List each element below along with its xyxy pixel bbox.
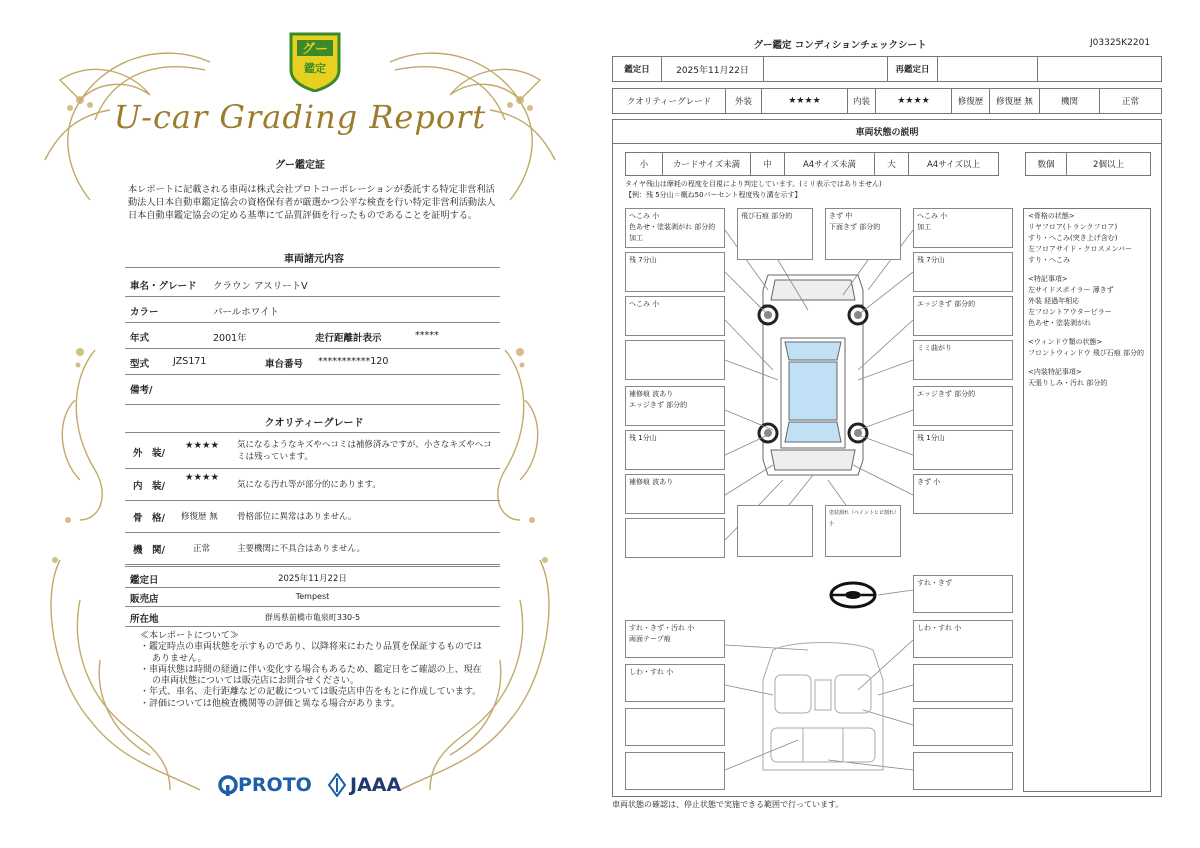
damage-note-interior-1: すれ・きず・汚れ 小 両面テープ痕 [625, 620, 725, 658]
proto-logo-text: PROTO [238, 774, 312, 796]
damage-note-front-bumper: きず 中 下面きず 部分的 [825, 208, 901, 260]
svg-text:グー: グー [301, 42, 329, 57]
spec-chassis-value: ***********120 [318, 356, 389, 367]
repair-value: 修復歴 無 [989, 89, 1039, 113]
size-mid: 中 [750, 153, 784, 175]
note-item: ・鑑定時点の車両状態を示すものであり、以降将来にわたり品質を保証するものではありません。 [140, 642, 483, 664]
tire-note: タイヤ残山は摩耗の程度を目視により判定しています。(ミリ表示ではありません) [625, 180, 882, 188]
special-item: 左サイドスポイラー 薄きず [1028, 286, 1114, 294]
damage-note-rear-bumper: 塗装割れ（ペイントヒビ割れ）小 [825, 505, 901, 557]
appraisal-date-value: 2025年11月22日 [278, 574, 347, 584]
interior-item: 天張りしみ・汚れ 部分的 [1028, 379, 1108, 387]
spec-year-label: 年式 [130, 333, 150, 344]
jaaa-logo-text: JAAA [350, 774, 402, 796]
frame-heading: <骨格の状態> [1028, 212, 1075, 220]
dealer-value: Tempest [295, 592, 330, 601]
quality-engine-label: 機 関/ [133, 545, 165, 556]
car-interior-diagram [753, 640, 893, 780]
grade-label: クオリティーグレード [626, 97, 712, 107]
certificate-subtitle: グー鑑定証 [275, 160, 325, 171]
window-item: フロントウィンドウ 飛び石痕 部分的 [1028, 349, 1145, 357]
engine-value: 正常 [1099, 89, 1161, 113]
spec-mileage-label: 走行距離計表示 [315, 333, 382, 344]
sheet-footer: 車両状態の確認は、停止状態で実施できる範囲で行っています。 [612, 800, 844, 809]
spec-section-title: 車両諸元内容 [284, 254, 344, 265]
svg-text:鑑定: 鑑定 [304, 62, 326, 75]
quality-interior-stars: ★★★★ [185, 472, 220, 483]
damage-note-left-front: へこみ 小 色あせ・塗装剥がれ 部分的 加工 [625, 208, 725, 248]
quality-frame-label: 骨 格/ [133, 513, 165, 524]
damage-note-interior-7 [913, 708, 1013, 746]
spec-chassis-label: 車台番号 [265, 359, 304, 370]
damage-note-left-mid [625, 340, 725, 380]
int-label: 内装 [847, 89, 875, 113]
damage-note-steering: すれ・きず [913, 575, 1013, 613]
quality-row-interior [125, 468, 500, 501]
spec-name-label: 車名・グレード [130, 281, 197, 292]
vehicle-state-panel [612, 119, 1162, 797]
date-value: 2025年11月22日 [661, 57, 763, 81]
ext-label: 外装 [725, 89, 761, 113]
special-heading: <特記事項> [1028, 275, 1068, 283]
goo-kantei-emblem [287, 30, 343, 92]
frame-item: すり・へこみ [1028, 256, 1070, 264]
tire-note-right-rear: 残 1分山 [913, 430, 1013, 470]
spec-name-value: クラウン アスリートV [213, 281, 308, 292]
quality-row-frame [125, 500, 500, 533]
condition-check-sheet [612, 0, 1172, 848]
spec-row-name [125, 270, 500, 297]
damage-note-left-rear-door: 補修痕 波あり エッジきず 部分的 [625, 386, 725, 426]
address-value: 群馬県前橋市亀泉町330-5 [264, 613, 361, 622]
quality-section-title: クオリティーグレード [264, 418, 364, 429]
address-row [125, 606, 500, 627]
divider [125, 432, 500, 433]
blank-cell [763, 57, 887, 81]
quality-row-engine [125, 532, 500, 565]
damage-note-left-bottom [625, 518, 725, 558]
damage-note-interior-3 [625, 708, 725, 746]
damage-note-interior-5: しわ・すれ 小 [913, 620, 1013, 658]
damage-note-right-front: へこみ 小 加工 [913, 208, 1013, 248]
quality-interior-label: 内 装/ [133, 481, 165, 492]
tire-note-left-rear: 残 1分山 [625, 430, 725, 470]
spec-row-color [125, 296, 500, 323]
spec-year-value: 2001年 [213, 333, 247, 344]
note-item: ・評価については他検査機関等の評価と異なる場合があります。 [140, 698, 401, 709]
proto-logo [218, 772, 312, 798]
certificate-title: U-car Grading Report [113, 98, 487, 136]
dealer-row [125, 586, 500, 607]
quality-frame-value: 修復歴 無 [181, 512, 218, 522]
quality-exterior-text: 気になるようなキズやヘコミは補修済みですが、小さなキズやヘコミは残っています。 [237, 440, 492, 462]
damage-note-left-rear: 補修痕 波あり [625, 474, 725, 514]
quality-row-exterior [125, 434, 500, 469]
state-title: 車両状態の説明 [613, 120, 1161, 144]
spec-mileage-value: ***** [415, 330, 439, 341]
damage-note-interior-8 [913, 752, 1013, 790]
jaaa-mark-icon [328, 773, 346, 797]
divider [125, 267, 500, 268]
size-small: 小 [639, 160, 649, 170]
proto-mark-icon [218, 774, 238, 796]
condition-notes-panel [1023, 208, 1151, 792]
count-desc: 2個以上 [1066, 153, 1150, 175]
appraisal-date-row [125, 566, 500, 588]
damage-note-interior-6 [913, 664, 1013, 702]
damage-note-right-mid: ミミ曲がり [913, 340, 1013, 380]
damage-note-left-front-door: へこみ 小 [625, 296, 725, 336]
grade-row [612, 88, 1162, 114]
damage-note-interior-2: しわ・すれ 小 [625, 664, 725, 702]
damage-note-right-rear-door: エッジきず 部分的 [913, 386, 1013, 426]
jaaa-logo [328, 772, 401, 798]
size-large-desc: A4サイズ以上 [908, 153, 998, 175]
sheet-title: グー鑑定 コンディションチェックシート [753, 40, 927, 51]
appraisal-date-label: 鑑定日 [130, 575, 159, 586]
interior-heading: <内装特記事項> [1028, 368, 1082, 376]
ext-stars: ★★★★ [761, 89, 847, 113]
steering-wheel-icon [828, 580, 878, 610]
frame-item: 左フロアサイド・クロスメンバー [1028, 245, 1133, 253]
size-small-desc: カードサイズ未満 [662, 153, 750, 175]
damage-note-rear-window [737, 505, 813, 557]
window-heading: <ウィンドウ類の状態> [1028, 338, 1103, 346]
special-item: 外装 経過年相応 [1028, 297, 1080, 305]
quality-interior-text: 気になる汚れ等が部分的にあります。 [237, 480, 381, 490]
tire-note-left-front: 残 7分山 [625, 252, 725, 292]
spec-remarks-label: 備考/ [130, 385, 153, 396]
damage-note-right-front-door: エッジきず 部分的 [913, 296, 1013, 336]
frame-item: すり・へこみ(突き上げ含む) [1028, 234, 1118, 242]
tire-note-right-front: 残 7分山 [913, 252, 1013, 292]
damage-note-windshield: 飛び石痕 部分的 [737, 208, 813, 260]
tire-example: 【例：残 5分山＝概ね50パーセント程度残り溝を示す】 [625, 191, 802, 199]
spec-color-value: パールホワイト [213, 307, 280, 318]
count-label: 数個 [1037, 160, 1055, 170]
spec-color-label: カラー [130, 307, 159, 318]
notes-title: ≪本レポートについて≫ [140, 631, 239, 641]
note-item: ・車両状態は時間の経過に伴い変化する場合もあるため、鑑定日をご確認の上、現在の車両状態については販売店にお問合せください。 [140, 664, 482, 687]
frame-item: リヤフロア(トランクフロア) [1028, 223, 1118, 231]
certificate-intro: 本レポートに記載される車両は株式会社プロトコーポレーションが委託する特定非営利活動法人日本自動車鑑定協会の資格保有者が厳選かつ公平な検査を行い特定非営利活動法人日本自動車鑑定協会の定める基準にて品質評価を行ったものであることを証明する。 [128, 184, 496, 221]
date-label: 鑑定日 [624, 65, 650, 75]
condition-notes [1028, 211, 1150, 389]
address-label: 所在地 [130, 614, 159, 625]
repair-label: 修復歴 [951, 89, 989, 113]
engine-label: 機関 [1039, 89, 1099, 113]
spec-row-year [125, 322, 500, 349]
document-id: J03325K2201 [1090, 38, 1151, 48]
reinspect-label: 再鑑定日 [887, 57, 937, 81]
date-row [612, 56, 1162, 82]
reinspect-value [937, 57, 1037, 81]
spec-model-label: 型式 [130, 359, 150, 370]
damage-note-interior-4 [625, 752, 725, 790]
quality-exterior-stars: ★★★★ [185, 440, 220, 451]
int-stars: ★★★★ [875, 89, 951, 113]
quality-engine-text: 主要機関に不具合はありません。 [237, 544, 366, 554]
spec-row-remarks [125, 374, 500, 405]
note-item: ・年式、車名、走行距離などの記載については販売店申告をもとに作成しています。 [140, 687, 482, 698]
quality-frame-text: 骨格部位に異常はありません。 [237, 512, 357, 522]
spec-row-model [125, 348, 500, 375]
size-mid-desc: A4サイズ未満 [784, 153, 874, 175]
special-item: 左フロントアウターピラー [1028, 308, 1112, 316]
quality-exterior-label: 外 装/ [133, 448, 165, 459]
quality-engine-value: 正常 [193, 544, 211, 554]
dealer-label: 販売店 [130, 594, 159, 605]
damage-note-right-rear: きず 小 [913, 474, 1013, 514]
report-notes [140, 631, 490, 710]
spec-model-value: JZS171 [173, 356, 207, 367]
special-item: 色あせ・塗装剥がれ [1028, 319, 1091, 327]
blank-cell [1037, 57, 1161, 81]
size-large: 大 [874, 153, 908, 175]
